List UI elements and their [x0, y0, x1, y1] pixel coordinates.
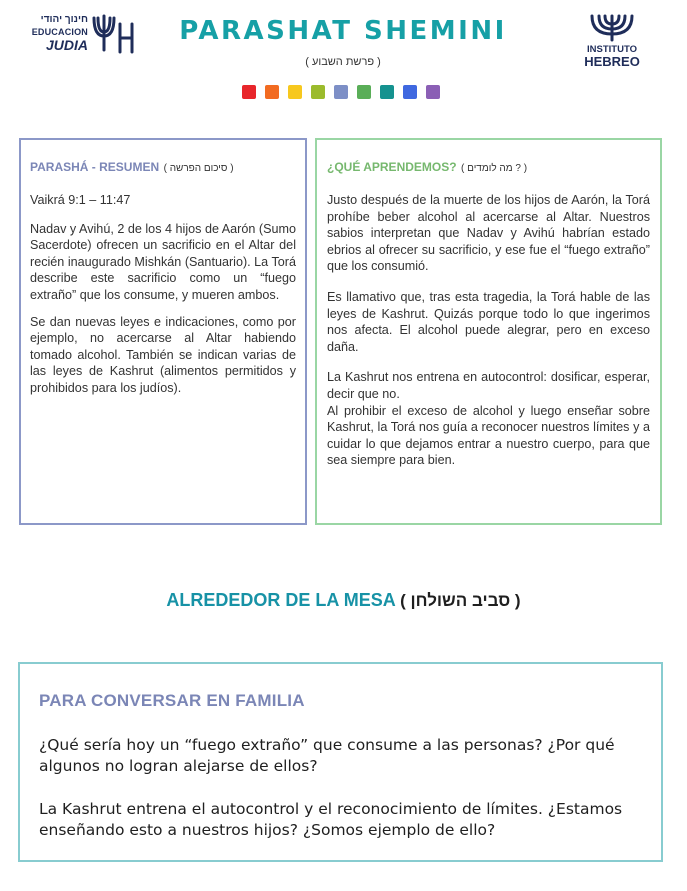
color-dot: [242, 85, 256, 99]
family-conversation-heading: PARA CONVERSAR EN FAMILIA: [39, 691, 305, 710]
summary-paragraph-2: Se dan nuevas leyes e indicaciones, como por ejemplo, no acercarse al Altar habiendo tomado alcohol. También se indican varias de las leyes de Kashrut (alimentos permitidos y prohibidos para los judíos).: [30, 314, 296, 395]
lessons-heading: [327, 158, 650, 176]
color-dot: [403, 85, 417, 99]
logo-line-judia: JUDIA: [45, 37, 88, 53]
color-dot: [380, 85, 394, 99]
lessons-heading-text: ¿QUÉ APRENDEMOS?: [327, 160, 457, 174]
lessons-paragraph-1: Justo después de la muerte de los hijos de Aarón, la Torá prohíbe beber alcohol al acercarse al Altar. Nuestros sabios interpretan que Nadav y Avihú habrían estado ebrios al ofrecer su sacrificio, y ese fue el “fuego extraño” que los consumió.: [327, 193, 650, 274]
lessons-box: [315, 138, 662, 525]
lessons-paragraph-4: Al prohibir el exceso de alcohol y luego enseñar sobre Kashrut, la Torá nos guía a reconocer nuestros límites y a cuidar lo que dejamos entrar a nuestro cuerpo, para que sea siempre para bien.: [327, 403, 650, 468]
color-dot: [426, 85, 440, 99]
logo-instituto: INSTITUTO: [587, 44, 637, 55]
logo-hebrew: חינוך יהודי: [40, 14, 88, 25]
color-dot: [265, 85, 279, 99]
lessons-paragraph-2: Es llamativo que, tras esta tragedia, la Torá hable de las leyes de Kashrut. Quizás porque todo lo que ingerimos nos afecta. El alcohol puede alegrar, pero en exceso daña.: [327, 289, 650, 354]
summary-heading-text: PARASHÁ - RESUMEN: [30, 160, 160, 174]
lessons-paragraph-3: La Kashrut nos entrena en autocontrol: dosificar, esperar, decir que no.: [327, 370, 650, 401]
logo-mark: IH: [118, 23, 119, 24]
color-dot: [311, 85, 325, 99]
family-conversation-box: [18, 662, 663, 862]
lessons-heading-hebrew: ( מה לומדים ? ): [461, 163, 528, 174]
color-dot: [334, 85, 348, 99]
logo-hebreo: HEBREO: [584, 54, 640, 69]
logo-text: [26, 14, 88, 53]
summary-heading: [30, 158, 296, 176]
menorah-icon: [588, 14, 636, 42]
section-title: [0, 590, 687, 611]
page-subtitle-hebrew: ( פרשת השבוע ): [305, 56, 381, 68]
menorah-ih-icon: [90, 14, 136, 56]
summary-paragraph-1: Nadav y Avihú, 2 de los 4 hijos de Aarón (Sumo Sacerdote) ofrecen un sacrificio en el Altar del recién inaugurado Mishkán (Santuario). La Torá describe este sacrificio como un “fuego extraño” que los consume, y mueren ambos.: [30, 221, 296, 302]
instituto-hebreo-logo: [568, 14, 658, 68]
section-title-hebrew: ( סביב השולחן ): [400, 591, 521, 610]
color-dot: [288, 85, 302, 99]
family-question-2: La Kashrut entrena el autocontrol y el reconocimiento de límites. ¿Estamos enseñando esto a nuestros hijos? ¿Somos ejemplo de ello?: [39, 800, 623, 839]
parasha-reference: Vaikrá 9:1 – 11:47: [30, 193, 131, 207]
page-title: PARASHAT SHEMINI: [179, 16, 507, 46]
color-dot: [357, 85, 371, 99]
family-question-1: ¿Qué sería hoy un “fuego extraño” que consume a las personas? ¿Por qué algunos no logran alejarse de ellos?: [39, 736, 615, 775]
logo-line-educacion: EDUCACION: [31, 27, 88, 37]
summary-heading-hebrew: ( סיכום הפרשה ): [163, 163, 234, 174]
summary-box: [19, 138, 307, 525]
educacion-judia-logo: [26, 14, 136, 66]
color-dots-row: [242, 85, 440, 99]
section-title-text: ALREDEDOR DE LA MESA: [166, 590, 396, 610]
